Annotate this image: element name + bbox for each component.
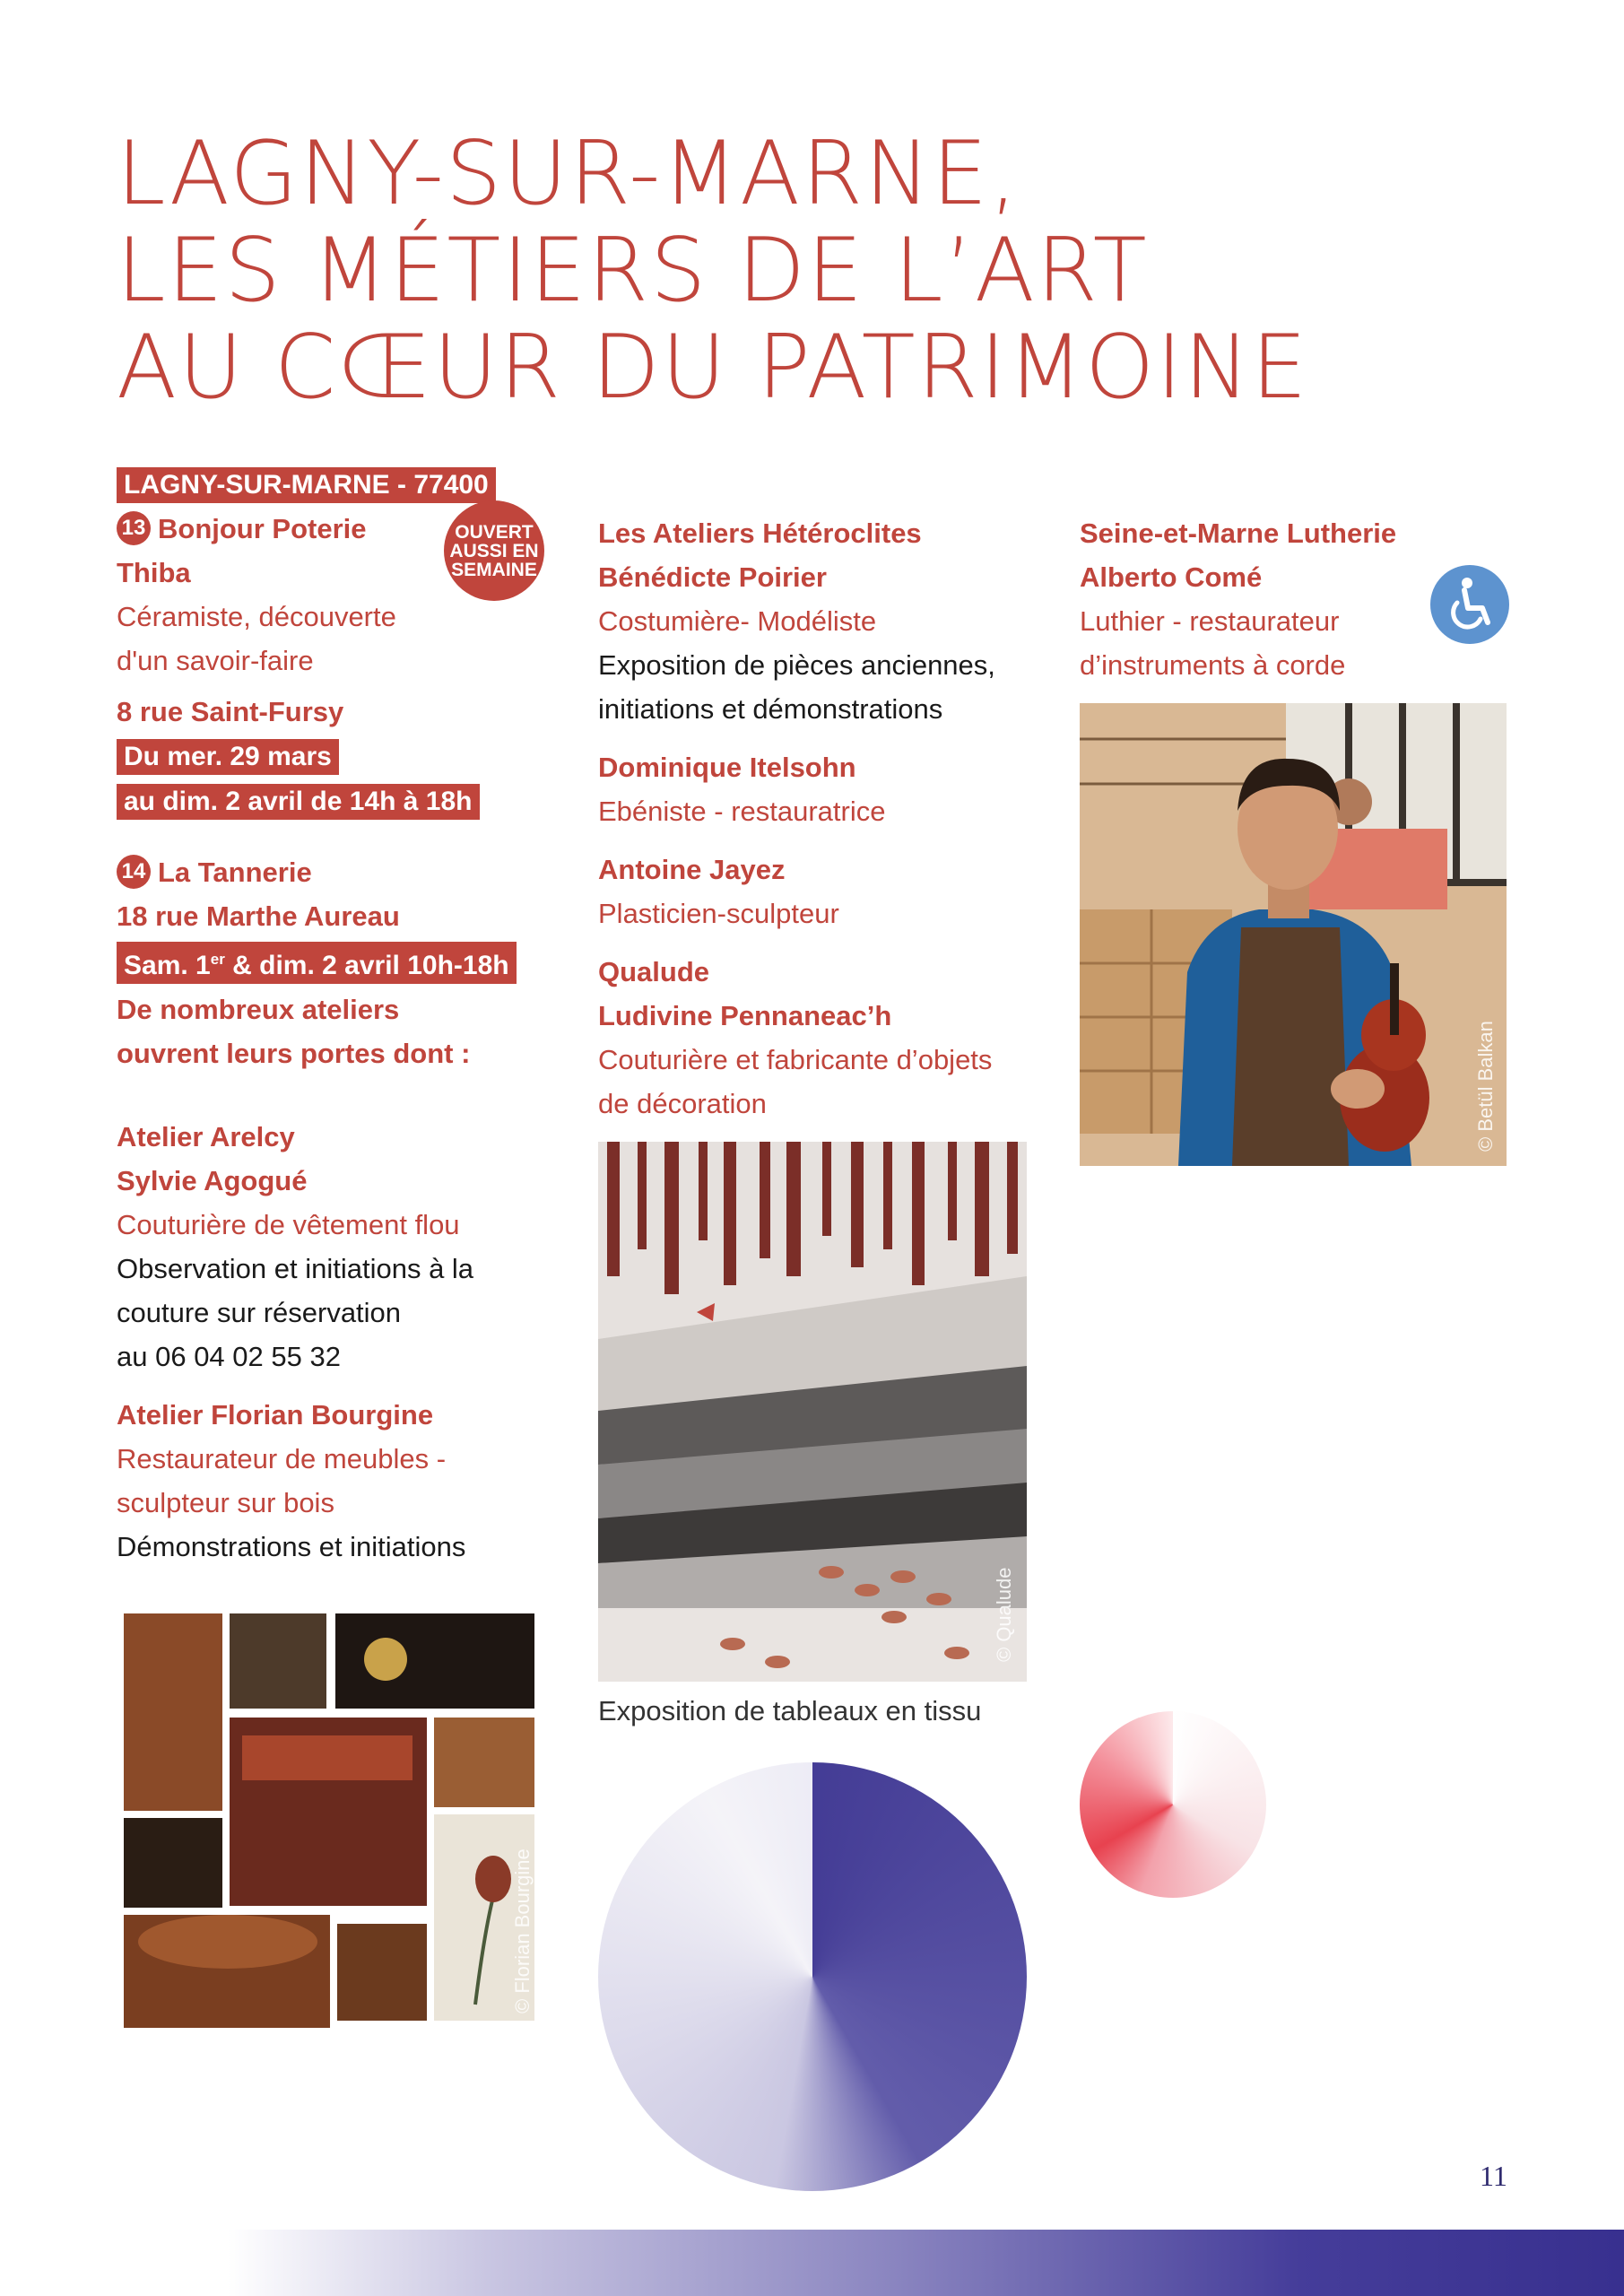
- entry-number-13: 13: [117, 511, 151, 545]
- jayez-role: Plasticien-sculpteur: [598, 898, 839, 929]
- heteroclites-role: Costumière- Modéliste: [598, 605, 877, 637]
- entry-14-date: Sam. 1er & dim. 2 avril 10h-18h: [117, 942, 517, 984]
- itelsohn-role: Ebéniste - restauratrice: [598, 796, 886, 827]
- lutherie-name-2: Alberto Comé: [1080, 561, 1263, 593]
- bourgine-desc: Démonstrations et initiations: [117, 1531, 466, 1562]
- entry-13-name: 13 Bonjour Poterie: [117, 507, 565, 551]
- decorative-blue-circle: [598, 1762, 1027, 2191]
- page-title: [117, 123, 1462, 419]
- open-weekdays-stamp: OUVERT AUSSI EN SEMAINE: [444, 500, 544, 601]
- entry-number-14: 14: [117, 855, 151, 889]
- arelcy-desc-3: au 06 04 02 55 32: [117, 1341, 341, 1372]
- page-number: 11: [1480, 2160, 1507, 2192]
- qualude-role-1: Couturière et fabricante d’objets: [598, 1044, 993, 1075]
- entry-14-address: 18 rue Marthe Aureau: [117, 900, 400, 932]
- textile-photo-credit: © Qualude: [993, 1567, 1015, 1662]
- column-left: [117, 462, 565, 1569]
- textile-art-photo: [598, 1142, 1027, 1682]
- entry-14-intro-1: De nombreux ateliers: [117, 994, 400, 1025]
- bourgine-role-2: sculpteur sur bois: [117, 1487, 334, 1518]
- qualude-role-2: de décoration: [598, 1088, 767, 1119]
- furniture-photo-credit: © Florian Bourgine: [511, 1848, 534, 2013]
- wheelchair-accessibility-icon: [1430, 565, 1509, 644]
- title-line-1: LAGNY-SUR-MARNE,: [117, 123, 1020, 225]
- jayez-name: Antoine Jayez: [598, 854, 786, 885]
- entry-13-date-1: Du mer. 29 mars: [117, 739, 339, 775]
- heteroclites-desc-2: initiations et démonstrations: [598, 693, 943, 725]
- arelcy-name-1: Atelier Arelcy: [117, 1121, 295, 1152]
- qualude-name-1: Qualude: [598, 956, 710, 987]
- entry-13-date-2: au dim. 2 avril de 14h à 18h: [117, 784, 480, 820]
- luthier-photo-credit: © Betül Balkan: [1474, 1021, 1497, 1152]
- entry-13-name-2: Thiba: [117, 557, 191, 588]
- decorative-red-circle: [1080, 1711, 1266, 1898]
- heteroclites-name-2: Bénédicte Poirier: [598, 561, 827, 593]
- bourgine-role-1: Restaurateur de meubles -: [117, 1443, 447, 1474]
- arelcy-name-2: Sylvie Agogué: [117, 1165, 308, 1196]
- furniture-collage-photo: [117, 1610, 538, 2031]
- heteroclites-name-1: Les Ateliers Hétéroclites: [598, 517, 922, 549]
- luthier-photo: [1080, 703, 1507, 1166]
- city-badge: LAGNY-SUR-MARNE - 77400: [117, 467, 496, 503]
- lutherie-name-1: Seine-et-Marne Lutherie: [1080, 517, 1397, 549]
- textile-art-caption: Exposition de tableaux en tissu: [598, 1695, 982, 1726]
- arelcy-desc-1: Observation et initiations à la: [117, 1253, 474, 1284]
- entry-13-address: 8 rue Saint-Fursy: [117, 696, 344, 727]
- title-line-2: LES MÉTIERS DE L’ART: [117, 220, 1149, 322]
- itelsohn-name: Dominique Itelsohn: [598, 752, 856, 783]
- lutherie-role-2: d’instruments à corde: [1080, 649, 1346, 681]
- entry-13-role-1: Céramiste, découverte: [117, 601, 396, 632]
- bottom-decorative-band: [0, 2230, 1624, 2296]
- title-line-3: AU CŒUR DU PATRIMOINE: [117, 317, 1309, 419]
- entry-13-role-2: d'un savoir-faire: [117, 645, 314, 676]
- entry-14-intro-2: ouvrent leurs portes dont :: [117, 1038, 471, 1069]
- bourgine-name: Atelier Florian Bourgine: [117, 1399, 434, 1431]
- arelcy-role: Couturière de vêtement flou: [117, 1209, 460, 1240]
- entry-14-name: 14 La Tannerie: [117, 850, 565, 894]
- arelcy-desc-2: couture sur réservation: [117, 1297, 402, 1328]
- column-middle: [598, 511, 1046, 1126]
- qualude-name-2: Ludivine Pennaneac’h: [598, 1000, 892, 1031]
- heteroclites-desc-1: Exposition de pièces anciennes,: [598, 649, 995, 681]
- lutherie-role-1: Luthier - restaurateur: [1080, 605, 1340, 637]
